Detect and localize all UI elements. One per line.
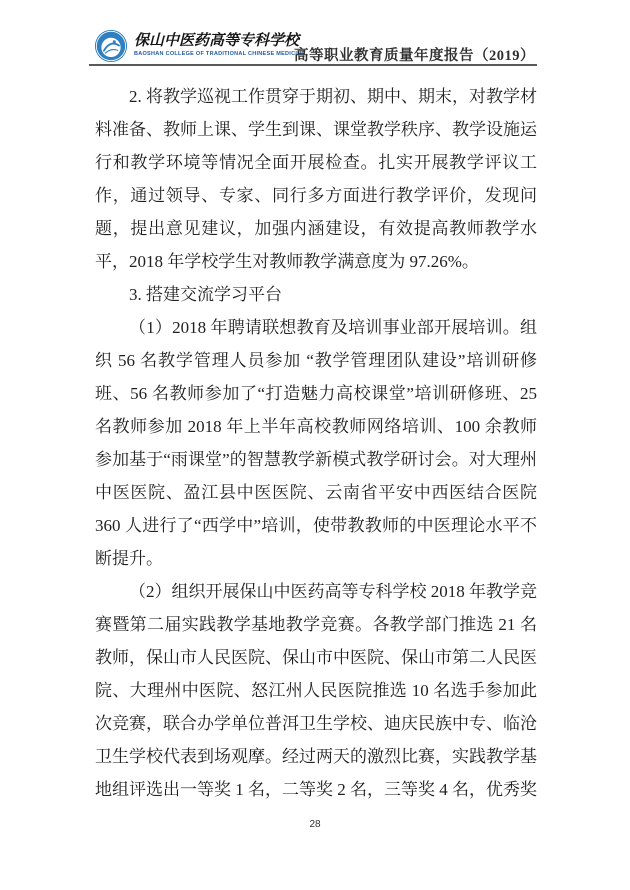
page-number: 28 — [309, 819, 321, 830]
report-title: 高等职业教育质量年度报告（2019） — [294, 48, 535, 64]
body-paragraph: （1）2018 年聘请联想教育及培训事业部开展培训。组织 56 名教学管理人员参加 “教学管理团队建设”培训研修班、56 名教师参加了“打造魅力高校课堂”培训研修班、25 名教师参加 2018 年上半年高校教师网络培训、100 余教师参加基于“雨课堂”的智慧教学新模式教学研讨会。对大理州中医医院、盈江县中医医院、云南省平安中西医结合医院 360 人进行了“西学中”培训，使带教教师的中医理论水平不断提升。 — [95, 318, 537, 568]
document-body — [95, 80, 537, 806]
school-name-block — [134, 29, 305, 58]
school-emblem-icon — [94, 29, 128, 63]
school-name-chinese: 保山中医药高等专科学校 — [134, 33, 300, 49]
body-paragraph: 2. 将教学巡视工作贯穿于期初、期中、期末，对教学材料准备、教师上课、学生到课、课堂教学秩序、教学设施运行和教学环境等情况全面开展检查。扎实开展教学评议工作，通过领导、专家、同行多方面进行教学评价，发现问题，提出意见建议，加强内涵建设，有效提高教师教学水平，2018 年学校学生对教师教学满意度为 97.26%。 — [95, 87, 537, 271]
school-logo-block — [94, 29, 305, 63]
school-name-english: BAOSHAN COLLEGE OF TRADITIONAL CHINESE MEDICINE — [134, 51, 306, 57]
body-paragraph: （2）组织开展保山中医药高等专科学校 2018 年教学竞赛暨第二届实践教学基地教学竞赛。各教学部门推选 21 名教师，保山市人民医院、保山市中医院、保山市第二人民医院、大理州中医院、怒江州人民医院推选 10 名选手参加此次竞赛，联合办学单位普洱卫生学校、迪庆民族中专、临沧卫生学校代表到场观摩。经过两天的激烈比赛，实践教学基地组评选出一等奖 1 名，二等奖 2 名，三等奖 4 名，优秀奖 — [95, 582, 537, 799]
header-divider — [89, 64, 537, 66]
body-paragraph: 3. 搭建交流学习平台 — [129, 285, 282, 304]
page-header — [0, 0, 630, 70]
